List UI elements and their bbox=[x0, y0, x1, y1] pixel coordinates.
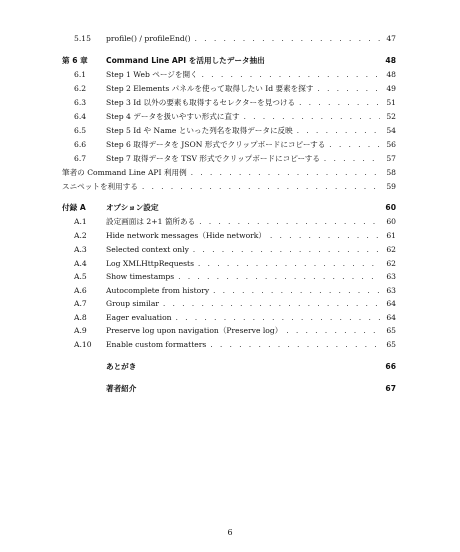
toc-entry-number: A.10 bbox=[74, 340, 92, 349]
toc-entry-page: 60 bbox=[386, 217, 396, 226]
toc-leader-dots bbox=[324, 153, 380, 166]
toc-leader-dots bbox=[191, 167, 380, 180]
toc-entry-title: profile() / profileEnd() bbox=[106, 34, 191, 43]
toc-entry-number: A.5 bbox=[74, 272, 87, 281]
toc-entry-row bbox=[62, 32, 396, 45]
toc-entry-page: 52 bbox=[386, 112, 396, 121]
toc-entry-number: 5.15 bbox=[74, 34, 91, 43]
toc-entry-page: 67 bbox=[385, 384, 396, 393]
toc-entry-page: 54 bbox=[386, 126, 396, 135]
toc-entry-page: 57 bbox=[386, 154, 396, 163]
toc-entry-title: Step 3 Id 以外の要素も取得するセレクターを見つける bbox=[106, 98, 296, 107]
page-number: 6 bbox=[227, 528, 233, 537]
toc-entry-page: 63 bbox=[386, 286, 396, 295]
toc-entry-row bbox=[62, 257, 396, 270]
toc-entry-page: 48 bbox=[386, 70, 396, 79]
toc-entry-row bbox=[62, 324, 396, 337]
toc-entry-title: Step 7 取得データを TSV 形式でクリップボードにコピーする bbox=[106, 154, 320, 163]
toc-entry-number: 6.7 bbox=[74, 154, 87, 163]
toc-chapter-row bbox=[62, 360, 396, 373]
toc-entry-page: 65 bbox=[386, 326, 396, 335]
toc-entry-number: 付録 A bbox=[62, 203, 86, 212]
toc-entry-page: 60 bbox=[385, 203, 396, 212]
toc-leader-dots bbox=[195, 33, 380, 46]
toc-leader-dots bbox=[163, 298, 380, 311]
toc-entry-row bbox=[62, 110, 396, 123]
toc-entry-number: A.3 bbox=[74, 245, 87, 254]
toc-entry-row bbox=[62, 243, 396, 256]
toc-leader-dots bbox=[199, 216, 380, 229]
toc-entry-number: A.8 bbox=[74, 313, 87, 322]
toc-entry-row bbox=[62, 96, 396, 109]
toc-entry-number: 6.1 bbox=[74, 70, 87, 79]
toc-entry-page: 62 bbox=[386, 245, 396, 254]
toc-entry-number: A.7 bbox=[74, 299, 87, 308]
toc-entry-number: A.4 bbox=[74, 259, 87, 268]
toc-entry-title: Autocomplete from history bbox=[106, 286, 210, 295]
toc-entry-title: Hide network messages（Hide network） bbox=[106, 231, 266, 240]
toc-leader-dots bbox=[297, 125, 380, 138]
toc-entry-page: 65 bbox=[386, 340, 396, 349]
toc-entry-row bbox=[62, 138, 396, 151]
toc-entry-number: 6.6 bbox=[74, 140, 87, 149]
toc-entry-title: Selected context only bbox=[106, 245, 189, 254]
toc-entry-page: 49 bbox=[386, 84, 396, 93]
toc-entry-number: A.6 bbox=[74, 286, 87, 295]
toc-entry-page: 51 bbox=[386, 98, 396, 107]
toc-leader-dots bbox=[286, 325, 380, 338]
toc-entry-page: 62 bbox=[386, 259, 396, 268]
toc-entry-row bbox=[62, 215, 396, 228]
toc-entry-title: Step 5 Id や Name といった列名を取得データに反映 bbox=[106, 126, 293, 135]
toc-entry-title: Step 4 データを扱いやすい形式に直す bbox=[106, 112, 240, 121]
toc-entry-title: スニペットを利用する bbox=[62, 182, 138, 191]
toc-leader-dots bbox=[317, 83, 380, 96]
toc-entry-title: 設定画面は 2+1 箇所ある bbox=[106, 217, 196, 226]
toc-entry-row bbox=[62, 270, 396, 283]
toc-leader-dots bbox=[142, 181, 380, 194]
toc-entry-row bbox=[62, 229, 396, 242]
toc-entry-title: オプション設定 bbox=[106, 203, 159, 212]
toc-entry-page: 48 bbox=[385, 56, 396, 65]
toc-leader-dots bbox=[202, 69, 380, 82]
toc-leader-dots bbox=[270, 230, 380, 243]
toc-entry-title: Step 6 取得データを JSON 形式でクリップボードにコピーする bbox=[106, 140, 326, 149]
toc-chapter-row bbox=[62, 54, 396, 67]
toc-entry-row bbox=[62, 82, 396, 95]
toc-entry-page: 63 bbox=[386, 272, 396, 281]
toc-chapter-row bbox=[62, 382, 396, 395]
toc-entry-page: 47 bbox=[386, 34, 396, 43]
toc-entry-number: 6.4 bbox=[74, 112, 87, 121]
toc-leader-dots bbox=[329, 139, 380, 152]
toc-entry-title: Preserve log upon navigation（Preserve log） bbox=[106, 326, 283, 335]
toc-entry-row bbox=[62, 180, 396, 193]
toc-entry-page: 66 bbox=[385, 362, 396, 371]
toc-entry-title: Step 1 Web ページを開く bbox=[106, 70, 198, 79]
toc-leader-dots bbox=[244, 111, 380, 124]
toc-entry-number: A.2 bbox=[74, 231, 87, 240]
toc-entry-page: 58 bbox=[386, 168, 396, 177]
toc-entry-title: 筆者の Command Line API 利用例 bbox=[62, 168, 187, 177]
toc-leader-dots bbox=[193, 244, 380, 257]
toc-entry-number: 6.3 bbox=[74, 98, 87, 107]
toc-entry-title: Show timestamps bbox=[106, 272, 175, 281]
toc-leader-dots bbox=[210, 339, 380, 352]
toc-entry-page: 64 bbox=[386, 299, 396, 308]
toc-entry-row bbox=[62, 166, 396, 179]
toc-entry-title: あとがき bbox=[106, 362, 137, 371]
toc-entry-row bbox=[62, 284, 396, 297]
toc-entry-page: 59 bbox=[386, 182, 396, 191]
toc-entry-row bbox=[62, 338, 396, 351]
toc-entry-number: 6.2 bbox=[74, 84, 87, 93]
toc-entry-title: Enable custom formatters bbox=[106, 340, 207, 349]
toc-entry-page: 56 bbox=[386, 140, 396, 149]
toc-entry-title: Step 2 Elements パネルを使って取得したい Id 要素を探す bbox=[106, 84, 314, 93]
toc-entry-row bbox=[62, 311, 396, 324]
toc-entry-title: Command Line API を活用したデータ抽出 bbox=[106, 56, 265, 65]
toc-entry-number: A.1 bbox=[74, 217, 87, 226]
toc-entry-row bbox=[62, 297, 396, 310]
toc-entry-title: Group similar bbox=[106, 299, 159, 308]
toc-entry-number: 第 6 章 bbox=[62, 56, 88, 65]
toc-entry-title: Log XMLHttpRequests bbox=[106, 259, 195, 268]
toc-entry-row bbox=[62, 68, 396, 81]
toc-chapter-row bbox=[62, 201, 396, 214]
toc-entry-row bbox=[62, 124, 396, 137]
toc-entry-number: 6.5 bbox=[74, 126, 87, 135]
toc-entry-row bbox=[62, 152, 396, 165]
toc-leader-dots bbox=[299, 97, 380, 110]
toc-entry-title: Eager evaluation bbox=[106, 313, 172, 322]
toc-entry-title: 著者紹介 bbox=[106, 384, 137, 393]
toc-entry-page: 64 bbox=[386, 313, 396, 322]
toc-entry-number: A.9 bbox=[74, 326, 87, 335]
toc-entry-page: 61 bbox=[386, 231, 396, 240]
toc-leader-dots bbox=[178, 271, 380, 284]
